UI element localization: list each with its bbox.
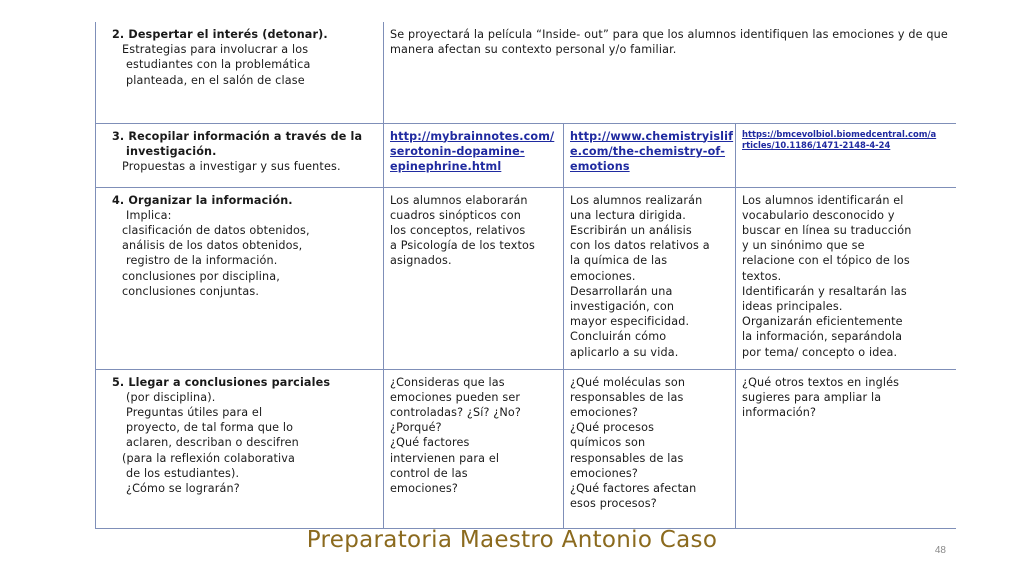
row-heading-cont: investigación. [126, 144, 217, 158]
source-link-chemistryislife[interactable]: emotions [570, 159, 630, 173]
cell-line: ¿Consideras que las [390, 375, 505, 389]
cell-line: mayor especificidad. [570, 315, 690, 329]
row-heading: 2. Despertar el interés (detonar). [112, 28, 328, 41]
cell-line: emociones? [570, 466, 638, 480]
cell-line: emociones? [570, 405, 638, 419]
cell-line: con los datos relativos a [570, 239, 710, 253]
table-row [96, 123, 956, 187]
question-cell-chemistry [564, 369, 736, 528]
row-label-line: planteada, en el salón de clase [126, 73, 305, 87]
cell-line: Los alumnos realizarán [570, 193, 703, 207]
table-row [96, 369, 956, 528]
cell-line: ¿Qué moléculas son [570, 375, 686, 389]
cell-line: y un sinónimo que se [742, 239, 865, 253]
cell-line: aplicarlo a su vida. [570, 345, 679, 359]
cell-line: la información, separándola [742, 330, 903, 344]
cell-line: información? [742, 405, 817, 419]
cell-line: responsables de las [570, 451, 684, 465]
cell-line: esos procesos? [570, 497, 657, 511]
source-link-bmcevolbiol[interactable]: https://bmcevolbiol.biomedcentral.com/a [742, 128, 937, 139]
source-link-cell[interactable] [384, 123, 564, 187]
row-label-line: clasificación de datos obtenidos, [122, 223, 310, 237]
cell-line: a Psicología de los textos [390, 239, 535, 253]
lesson-plan-table [95, 22, 956, 529]
row-label-cell [96, 123, 384, 187]
table-row [96, 22, 956, 123]
cell-line: emociones pueden ser [390, 390, 521, 404]
cell-line: Concluirán cómo [570, 330, 667, 344]
cell-line: por tema/ concepto o idea. [742, 345, 898, 359]
row-label-cell [96, 187, 384, 369]
row-label-line: registro de la información. [126, 254, 278, 268]
cell-line: ¿Qué procesos [570, 421, 655, 435]
cell-line: responsables de las [570, 390, 684, 404]
cell-line: emociones? [390, 481, 458, 495]
activity-cell-chemistry [564, 187, 736, 369]
cell-line: ¿Qué otros textos en inglés [742, 375, 900, 389]
row-label-line: conclusiones por disciplina, [122, 269, 280, 283]
cell-line: Identificarán y resaltarán las [742, 284, 907, 298]
row-label-line: proyecto, de tal forma que lo [126, 421, 294, 435]
row-label-line: estudiantes con la problemática [126, 58, 311, 72]
cell-line: asignados. [390, 254, 452, 268]
row-content-cell [384, 22, 956, 123]
source-link-mybrainnotes[interactable]: serotonin-dopamine- [390, 144, 525, 158]
row-label-cell [96, 22, 384, 123]
cell-line: ¿Porqué? [390, 421, 442, 435]
cell-line: emociones. [570, 269, 636, 283]
row-label-line: Propuestas a investigar y sus fuentes. [122, 159, 341, 173]
cell-line: la química de las [570, 254, 668, 268]
source-link-bmcevolbiol[interactable]: rticles/10.1186/1471-2148-4-24 [742, 140, 891, 150]
row-heading: 5. Llegar a conclusiones parciales [112, 375, 331, 389]
cell-line: vocabulario desconocido y [742, 208, 895, 222]
source-link-cell[interactable] [736, 123, 956, 187]
cell-line: químicos son [570, 436, 646, 450]
row-label-line: aclaren, describan o descifren [126, 436, 299, 450]
row-label-cell [96, 369, 384, 528]
row-label-line: Implica: [126, 208, 172, 222]
slide-page-number: 48 [934, 545, 946, 556]
row-heading: 4. Organizar la información. [112, 193, 293, 207]
cell-line: controladas? ¿Sí? ¿No? [390, 405, 521, 419]
question-cell-psychology [384, 369, 564, 528]
cell-line: una lectura dirigida. [570, 208, 687, 222]
cell-line: control de las [390, 466, 468, 480]
cell-line: Los alumnos elaborarán [390, 193, 528, 207]
row-label-line: (para la reflexión colaborativa [122, 451, 296, 465]
activity-cell-psychology [384, 187, 564, 369]
cell-line: Los alumnos identificarán el [742, 193, 904, 207]
row-label-line: (por disciplina). [126, 390, 216, 404]
row-label-line: Preguntas útiles para el [126, 405, 263, 419]
row-content-text: Se proyectará la película “Inside- out” para que los alumnos identifiquen las emociones y de que manera afectan su contexto personal y/o familiar. [390, 28, 948, 57]
cell-line: Escribirán un análisis [570, 223, 692, 237]
cell-line: textos. [742, 269, 782, 283]
row-label-line: conclusiones conjuntas. [122, 284, 260, 298]
source-link-chemistryislife[interactable]: e.com/the-chemistry-of- [570, 144, 726, 158]
slide-footer-title: Preparatoria Maestro Antonio Caso [306, 527, 718, 553]
row-label-line: de los estudiantes). [126, 466, 240, 480]
activity-cell-english [736, 187, 956, 369]
cell-line: buscar en línea su traducción [742, 223, 912, 237]
cell-line: sugieres para ampliar la [742, 390, 882, 404]
cell-line: Organizarán eficientemente [742, 315, 903, 329]
row-label-line: Estrategias para involucrar a los [122, 43, 309, 57]
cell-line: Desarrollarán una [570, 284, 673, 298]
cell-line: cuadros sinópticos con [390, 208, 522, 222]
source-link-mybrainnotes[interactable]: http://mybrainnotes.com/ [390, 129, 555, 143]
cell-line: ideas principales. [742, 299, 843, 313]
row-heading: 3. Recopilar información a través de la [112, 129, 363, 143]
cell-line: investigación, con [570, 299, 675, 313]
source-link-mybrainnotes[interactable]: epinephrine.html [390, 159, 502, 173]
row-label-line: ¿Cómo se lograrán? [126, 481, 240, 495]
table-row [96, 187, 956, 369]
source-link-cell[interactable] [564, 123, 736, 187]
cell-line: ¿Qué factores [390, 436, 470, 450]
cell-line: intervienen para el [390, 451, 500, 465]
cell-line: relacione con el tópico de los [742, 254, 910, 268]
row-label-line: análisis de los datos obtenidos, [122, 239, 303, 253]
cell-line: ¿Qué factores afectan [570, 481, 697, 495]
source-link-chemistryislife[interactable]: http://www.chemistryislif [570, 129, 734, 143]
cell-line: los conceptos, relativos [390, 223, 526, 237]
question-cell-english [736, 369, 956, 528]
